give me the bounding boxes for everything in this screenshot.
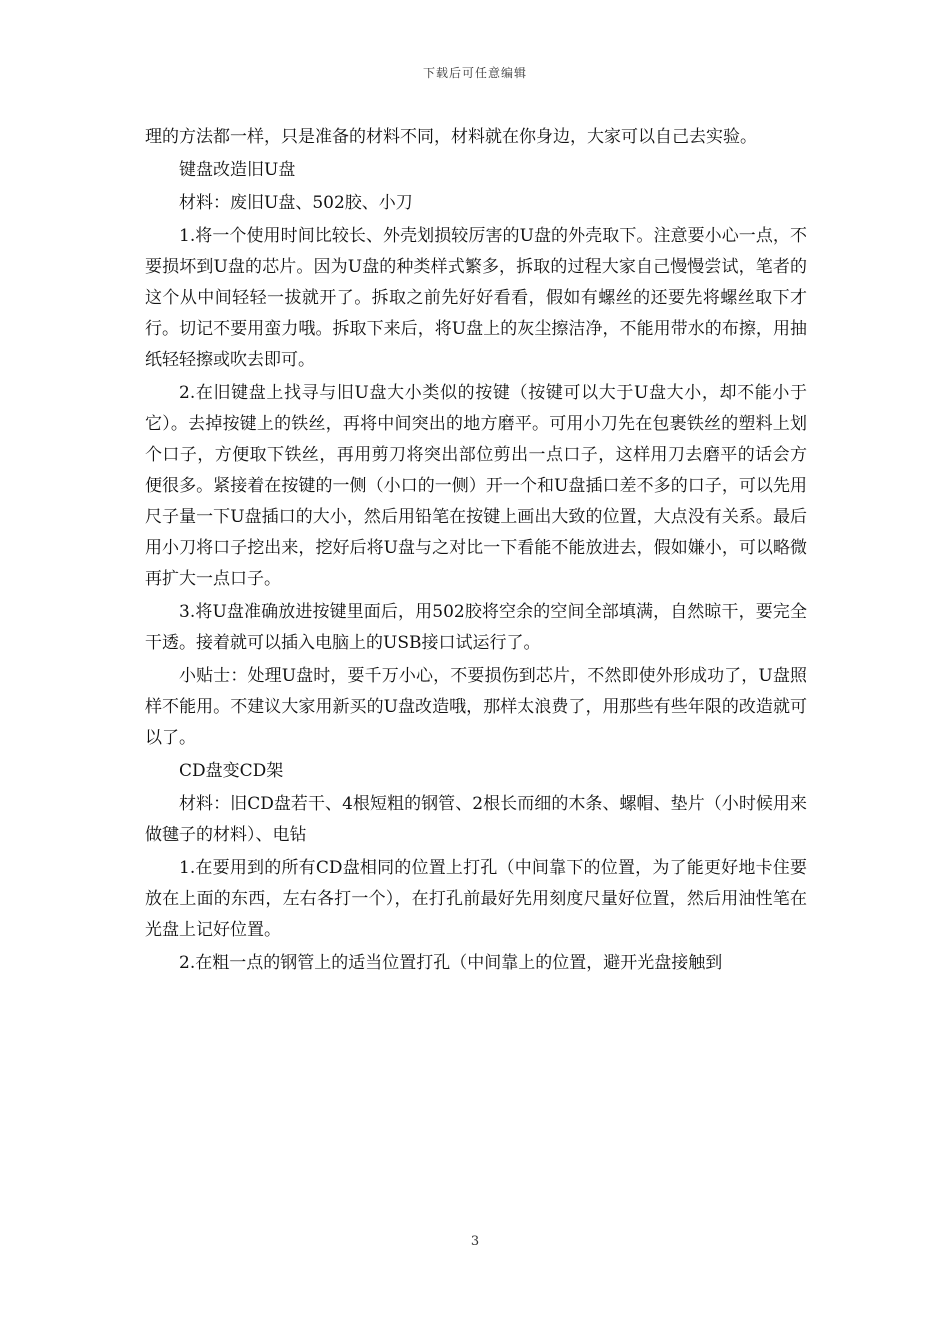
- section-heading-cd-rack: CD盘变CD架: [179, 761, 284, 781]
- document-body: [145, 122, 807, 979]
- page-number: 3: [470, 1234, 480, 1249]
- materials-line: 材料：废旧U盘、502胶、小刀: [179, 193, 413, 213]
- step-paragraph: 1.将一个使用时间比较长、外壳划损较厉害的U盘的外壳取下。注意要小心一点，不要损坏到U盘的芯片。因为U盘的种类样式繁多，拆取的过程大家自己慢慢尝试，笔者的这个从中间轻轻一拔就开了。拆取之前先好好看看，假如有螺丝的还要先将螺丝取下才行。切记不要用蛮力哦。拆取下来后，将U盘上的灰尘擦洁净，不能用带水的布擦，用抽纸轻轻擦或吹去即可。: [145, 226, 807, 370]
- materials-line: 材料：旧CD盘若干、4根短粗的钢管、2根长而细的木条、螺帽、垫片（小时候用来做毽子的材料）、电钻: [145, 794, 807, 845]
- step-paragraph: 1.在要用到的所有CD盘相同的位置上打孔（中间靠下的位置，为了能更好地卡住要放在上面的东西，左右各打一个），在打孔前最好先用刻度尺量好位置，然后用油性笔在光盘上记好位置。: [145, 858, 807, 940]
- step-paragraph: 3.将U盘准确放进按键里面后，用502胶将空余的空间全部填满，自然晾干，要完全干透。接着就可以插入电脑上的USB接口试运行了。: [145, 602, 807, 653]
- step-paragraph: 2.在粗一点的钢管上的适当位置打孔（中间靠上的位置，避开光盘接触到: [179, 953, 723, 973]
- paragraph: 理的方法都一样，只是准备的材料不同，材料就在你身边，大家可以自己去实验。: [145, 127, 757, 147]
- page-header: 下载后可任意编辑: [422, 66, 527, 80]
- tip-paragraph: 小贴士：处理U盘时，要千万小心，不要损伤到芯片，不然即使外形成功了，U盘照样不能用。不建议大家用新买的U盘改造哦，那样太浪费了，用那些有些年限的改造就可以了。: [145, 666, 807, 748]
- section-heading-keyboard-u-disk: 键盘改造旧U盘: [179, 160, 296, 180]
- step-paragraph: 2.在旧键盘上找寻与旧U盘大小类似的按键（按键可以大于U盘大小，却不能小于它）。去掉按键上的铁丝，再将中间突出的地方磨平。可用小刀先在包裹铁丝的塑料上划个口子，方便取下铁丝，再用剪刀将突出部位剪出一点口子，这样用刀去磨平的话会方便很多。紧接着在按键的一侧（小口的一侧）开一个和U盘插口差不多的口子，可以先用尺子量一下U盘插口的大小，然后用铅笔在按键上画出大致的位置，大点没有关系。最后用小刀将口子挖出来，挖好后将U盘与之对比一下看能不能放进去，假如嫌小，可以略微再扩大一点口子。: [145, 383, 807, 589]
